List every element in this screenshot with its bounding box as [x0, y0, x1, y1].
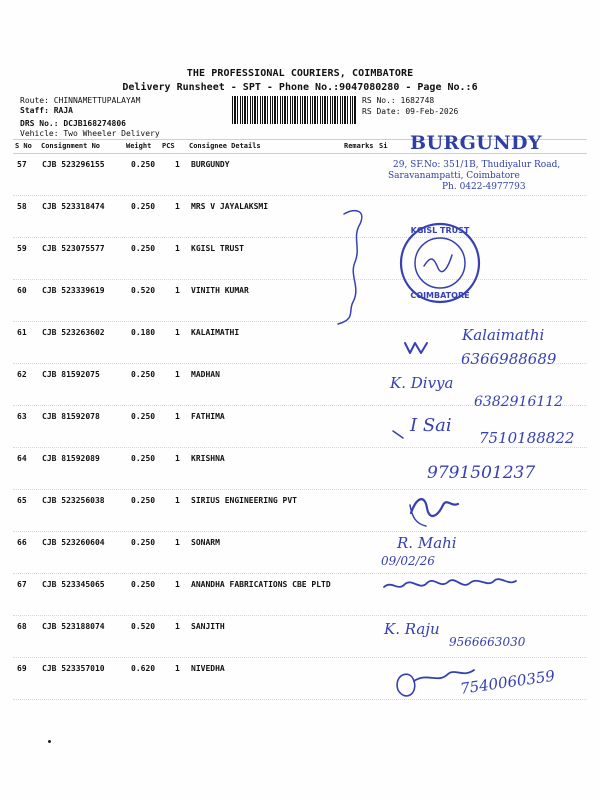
row-consignment: CJB 523345065: [42, 580, 105, 589]
table-row: [13, 238, 587, 280]
row-pcs: 1: [175, 664, 180, 673]
row-pcs: 1: [175, 496, 180, 505]
table-row: [13, 196, 587, 238]
row-consignment: CJB 81592089: [42, 454, 100, 463]
row-consignee: SONARM: [191, 538, 220, 547]
sanjith-phone: 9566663030: [449, 635, 526, 649]
row-sno: 60: [17, 286, 27, 295]
row-consignee: MADHAN: [191, 370, 220, 379]
row-weight: 0.250: [131, 202, 156, 211]
company-title: THE PROFESSIONAL COURIERS, COIMBATORE: [186, 68, 414, 79]
row-consignee: MRS V JAYALAKSMI: [191, 202, 269, 211]
row-consignment: CJB 523296155: [42, 160, 105, 169]
row-pcs: 1: [175, 244, 180, 253]
header-pcs: PCS: [162, 142, 175, 150]
row-sno: 59: [17, 244, 27, 253]
row-consignee: NIVEDHA: [191, 664, 225, 673]
row-consignment: CJB 523075577: [42, 244, 105, 253]
row-consignment: CJB 523263602: [42, 328, 105, 337]
header-signature: Si: [379, 142, 388, 150]
table-row: [13, 280, 587, 322]
header-consignment: Consignment No: [41, 142, 101, 150]
row-weight: 0.250: [131, 244, 156, 253]
row-pcs: 1: [175, 580, 180, 589]
row-sno: 62: [17, 370, 27, 379]
row-weight: 0.250: [131, 496, 156, 505]
row-pcs: 1: [175, 538, 180, 547]
header-remarks: Remarks: [344, 142, 374, 150]
row-weight: 0.620: [131, 664, 156, 673]
stamp-phone: Ph. 0422-4977793: [442, 182, 526, 192]
stamp-address-line-1: 29, SF.No: 351/1B, Thudiyalur Road,: [393, 160, 561, 170]
row-weight: 0.250: [131, 160, 156, 169]
row-sno: 58: [17, 202, 27, 211]
row-weight: 0.520: [131, 286, 156, 295]
row-consignee: SIRIUS ENGINEERING PVT: [191, 496, 297, 505]
kgisl-seal-top-text: KGISL TRUST: [410, 226, 470, 235]
row-consignee: ANANDHA FABRICATIONS CBE PLTD: [191, 580, 331, 589]
nivedha-phone: 7540060359: [459, 666, 557, 698]
header-consignee: Consignee Details: [189, 142, 261, 150]
staff-label: Staff: RAJA: [20, 106, 73, 115]
burgundy-address-stamp: [386, 132, 580, 200]
kalaimathi-phone: 6366988689: [461, 350, 557, 368]
row-consignment: CJB 523357010: [42, 664, 105, 673]
row-consignment: CJB 81592075: [42, 370, 100, 379]
row-weight: 0.250: [131, 370, 156, 379]
row-weight: 0.250: [131, 538, 156, 547]
runsheet-barcode: [232, 96, 356, 124]
sanjith-handwritten-name: K. Raju: [384, 620, 440, 638]
table-row: [13, 490, 587, 532]
row-sno: 63: [17, 412, 27, 421]
row-consignee: BURGUNDY: [191, 160, 230, 169]
row-consignment: CJB 523318474: [42, 202, 105, 211]
row-consignee: VINITH KUMAR: [191, 286, 249, 295]
row-weight: 0.180: [131, 328, 156, 337]
row-pcs: 1: [175, 622, 180, 631]
row-pcs: 1: [175, 286, 180, 295]
row-sno: 57: [17, 160, 27, 169]
table-row: [13, 532, 587, 574]
kgisl-seal-bottom-text: COIMBATORE: [410, 291, 470, 300]
row-sno: 68: [17, 622, 27, 631]
rs-number-label: RS No.: 1682748: [362, 96, 435, 105]
madhan-phone: 6382916112: [474, 394, 564, 410]
drs-label: DRS No.: DCJB168274806: [20, 119, 126, 128]
row-consignee: KGISL TRUST: [191, 244, 244, 253]
row-sno: 65: [17, 496, 27, 505]
table-row: [13, 574, 587, 616]
row-consignee: SANJITH: [191, 622, 225, 631]
madhan-handwritten-name: K. Divya: [390, 374, 454, 392]
header-weight: Weight: [126, 142, 152, 150]
row-pcs: 1: [175, 454, 180, 463]
kalaimathi-handwritten-name: Kalaimathi: [462, 326, 545, 344]
row-consignee: KALAIMATHI: [191, 328, 240, 337]
row-pcs: 1: [175, 412, 180, 421]
row-consignment: CJB 523339619: [42, 286, 105, 295]
stray-dot: [48, 740, 51, 743]
row-consignment: CJB 523256038: [42, 496, 105, 505]
row-weight: 0.250: [131, 580, 156, 589]
row-weight: 0.250: [131, 412, 156, 421]
route-label: Route: CHINNAMETTUPALAYAM: [20, 96, 141, 105]
rs-date-label: RS Date: 09-Feb-2026: [362, 107, 459, 116]
row-sno: 69: [17, 664, 27, 673]
krishna-phone: 9791501237: [427, 463, 536, 483]
row-consignment: CJB 523260604: [42, 538, 105, 547]
fathima-handwritten-name: I Sai: [410, 415, 452, 436]
fathima-phone: 7510188822: [479, 429, 575, 447]
stamp-brand: BURGUNDY: [410, 132, 542, 154]
vehicle-label: Vehicle: Two Wheeler Delivery: [20, 129, 160, 138]
runsheet-title: Delivery Runsheet - SPT - Phone No.:9047080280 - Page No.:6: [122, 82, 478, 93]
row-pcs: 1: [175, 328, 180, 337]
row-pcs: 1: [175, 370, 180, 379]
row-consignee: KRISHNA: [191, 454, 225, 463]
row-weight: 0.250: [131, 454, 156, 463]
row-consignment: CJB 523188074: [42, 622, 105, 631]
row-sno: 61: [17, 328, 27, 337]
row-sno: 64: [17, 454, 27, 463]
stamp-address-line-2: Saravanampatti, Coimbatore: [388, 171, 520, 181]
sonarm-date: 09/02/26: [381, 554, 435, 568]
row-sno: 67: [17, 580, 27, 589]
row-pcs: 1: [175, 160, 180, 169]
row-sno: 66: [17, 538, 27, 547]
header-sno: S No: [15, 142, 32, 150]
row-consignment: CJB 81592078: [42, 412, 100, 421]
row-pcs: 1: [175, 202, 180, 211]
row-weight: 0.520: [131, 622, 156, 631]
sonarm-handwritten-sign: R. Mahi: [397, 534, 457, 552]
row-consignee: FATHIMA: [191, 412, 225, 421]
